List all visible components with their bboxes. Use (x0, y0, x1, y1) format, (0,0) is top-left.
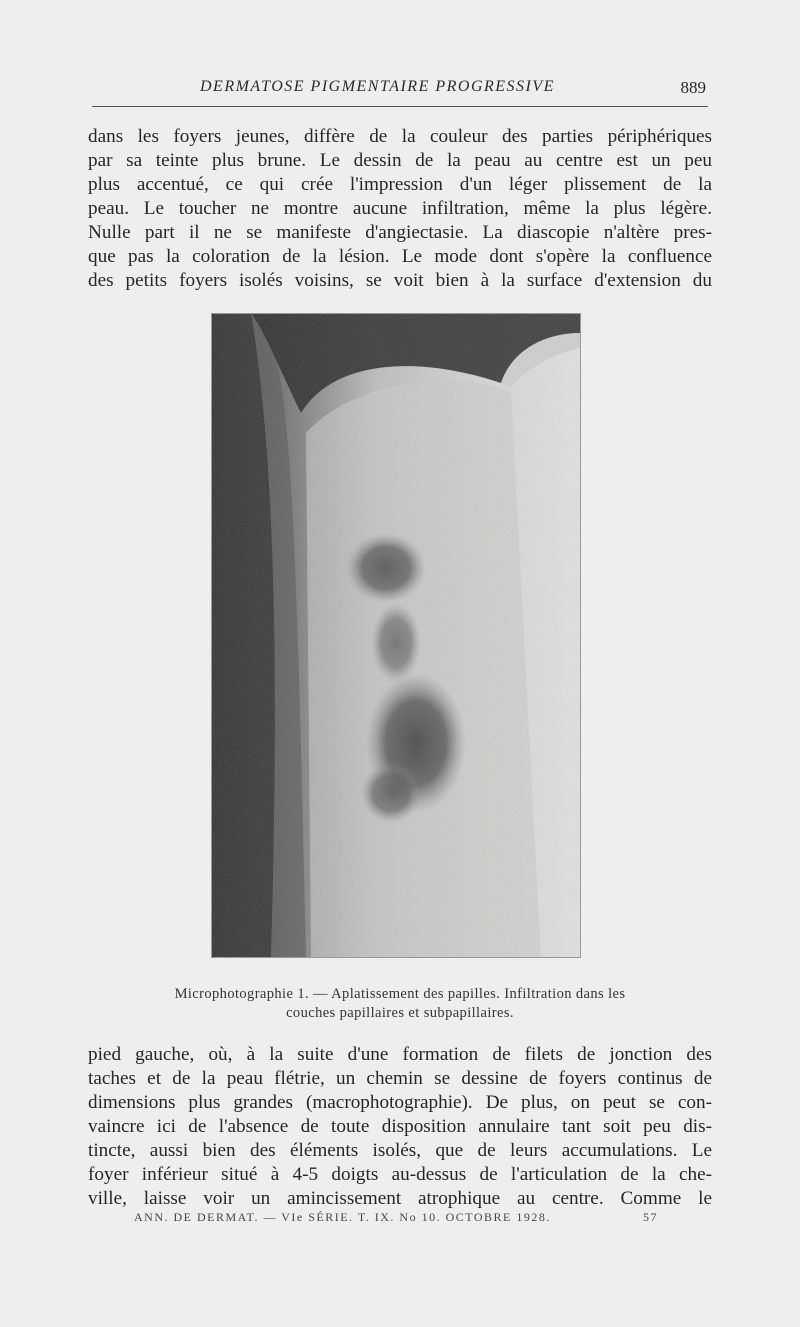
text-line: tincte, aussi bien des éléments isolés, que de leurs accumulations. Le (88, 1140, 712, 1161)
text-line: que pas la coloration de la lésion. Le mode dont s'opère la confluence (88, 246, 712, 267)
text-line: peau. Le toucher ne montre aucune infiltration, même la plus légère. (88, 198, 712, 219)
page-number: 889 (680, 78, 706, 97)
text-line: dimensions plus grandes (macrophotographie). De plus, on peut se con- (88, 1092, 712, 1113)
caption-line: Microphotographie 1. — Aplatissement des papilles. Infiltration dans les (174, 986, 626, 1002)
figure-caption (80, 985, 720, 1023)
text-line: pied gauche, où, à la suite d'une formation de filets de jonction des (88, 1044, 712, 1065)
text-line: par sa teinte plus brune. Le dessin de la peau au centre est un peu (88, 150, 712, 171)
text-line: Nulle part il ne se manifeste d'angiectasie. La diascopie n'altère pres- (88, 222, 712, 243)
body-paragraph-top (88, 125, 712, 293)
microphotograph-image (211, 313, 581, 958)
page-header (90, 74, 710, 104)
microphotograph-figure (211, 313, 581, 958)
text-line: vaincre ici de l'absence de toute disposition annulaire tant soit peu dis- (88, 1116, 712, 1137)
text-line: ville, laisse voir un amincissement atrophique au centre. Comme le (88, 1188, 712, 1209)
text-line: foyer inférieur situé à 4-5 doigts au-dessus de l'articulation de la che- (88, 1164, 712, 1185)
body-paragraph-bottom (88, 1043, 712, 1211)
header-rule (92, 106, 708, 107)
caption-line: couches papillaires et subpapillaires. (286, 1005, 514, 1021)
page-footer (134, 1210, 664, 1230)
signature-mark: 57 (643, 1210, 658, 1224)
journal-reference: ANN. DE DERMAT. — VIe SÉRIE. T. IX. No 10. OCTOBRE 1928. (134, 1210, 551, 1224)
text-line: taches et de la peau flétrie, un chemin se dessine de foyers continus de (88, 1068, 712, 1089)
text-line: plus accentué, ce qui crée l'impression d'un léger plissement de la (88, 174, 712, 195)
running-title: DERMATOSE PIGMENTAIRE PROGRESSIVE (200, 78, 555, 95)
text-line: dans les foyers jeunes, diffère de la couleur des parties périphériques (88, 126, 712, 147)
text-line: des petits foyers isolés voisins, se voit bien à la surface d'extension du (88, 270, 712, 291)
